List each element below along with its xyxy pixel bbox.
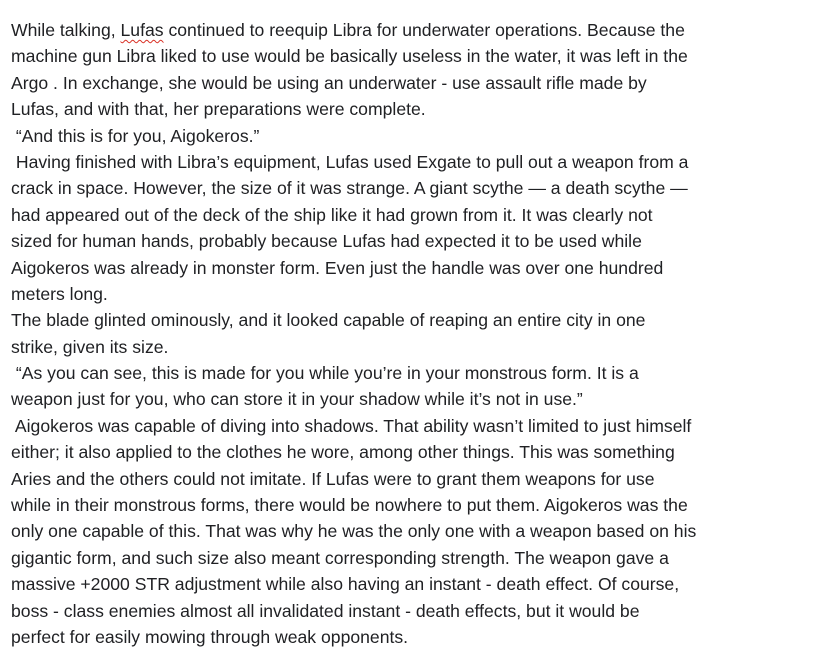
text-line xyxy=(11,123,818,149)
text-line xyxy=(11,175,818,201)
paragraph xyxy=(11,17,818,123)
text-line xyxy=(11,413,818,439)
text-run: The blade glinted ominously, and it looked capable of reaping an entire city in one xyxy=(11,310,646,331)
text-line xyxy=(11,202,818,228)
text-run: massive +2000 STR adjustment while also having an instant - death effect. Of course, xyxy=(11,574,680,595)
paragraph xyxy=(11,307,818,360)
text-line xyxy=(11,17,818,43)
text-line xyxy=(11,386,818,412)
text-run: “As you can see, this is made for you while you’re in your monstrous form. It is a xyxy=(11,363,639,384)
text-run: gigantic form, and such size also meant corresponding strength. The weapon gave a xyxy=(11,547,669,568)
text-run: boss - class enemies almost all invalidated instant - death effects, but it would be xyxy=(11,600,640,621)
text-line xyxy=(11,43,818,69)
paragraph xyxy=(11,413,818,651)
text-line xyxy=(11,492,818,518)
text-run: Having finished with Libra’s equipment, Lufas used Exgate to pull out a weapon from a xyxy=(11,151,689,172)
text-run: machine gun Libra liked to use would be basically useless in the water, it was left in the xyxy=(11,46,688,67)
text-run: continued to reequip Libra for underwater operations. Because the xyxy=(163,20,685,40)
text-run: “And this is for you, Aigokeros.” xyxy=(11,125,260,146)
text-line xyxy=(11,360,818,386)
text-line xyxy=(11,598,818,624)
text-line xyxy=(11,518,818,544)
text-run: meters long. xyxy=(11,283,108,304)
text-run: had appeared out of the deck of the ship like it had grown from it. It was clearly not xyxy=(11,204,653,225)
text-line xyxy=(11,334,818,360)
text-run: crack in space. However, the size of it was strange. A giant scythe — a death scythe — xyxy=(11,178,688,199)
text-line xyxy=(11,545,818,571)
text-line xyxy=(11,466,818,492)
text-run: strike, given its size. xyxy=(11,336,169,357)
text-line xyxy=(11,70,818,96)
text-run: either; it also applied to the clothes he wore, among other things. This was something xyxy=(11,442,675,463)
text-run: While talking, xyxy=(11,20,121,40)
text-run: Aigokeros was already in monster form. Even just the handle was over one hundred xyxy=(11,257,664,278)
text-run: only one capable of this. That was why he was the only one with a weapon based on his xyxy=(11,521,697,542)
text-line xyxy=(11,624,818,650)
text-run: Aigokeros was capable of diving into shadows. That ability wasn’t limited to just himself xyxy=(11,415,692,436)
text-line xyxy=(11,96,818,122)
paragraph xyxy=(11,123,818,149)
text-line xyxy=(11,149,818,175)
text-run: while in their monstrous forms, there would be nowhere to put them. Aigokeros was the xyxy=(11,495,688,516)
text-run: Argo . In exchange, she would be using an underwater - use assault rifle made by xyxy=(11,72,647,93)
text-line xyxy=(11,255,818,281)
paragraph xyxy=(11,149,818,307)
text-run: weapon just for you, who can store it in your shadow while it’s not in use.” xyxy=(11,389,583,410)
text-line xyxy=(11,228,818,254)
paragraph xyxy=(11,360,818,413)
text-line xyxy=(11,439,818,465)
text-run: Lufas, and with that, her preparations were complete. xyxy=(11,99,426,120)
text-line xyxy=(11,281,818,307)
text-line xyxy=(11,571,818,597)
text-line xyxy=(11,307,818,333)
text-run: sized for human hands, probably because Lufas had expected it to be used while xyxy=(11,231,642,252)
misspelled-word[interactable]: Lufas xyxy=(120,20,164,40)
text-run: perfect for easily mowing through weak opponents. xyxy=(11,626,409,647)
text-run: Aries and the others could not imitate. If Lufas were to grant them weapons for use xyxy=(11,468,655,489)
